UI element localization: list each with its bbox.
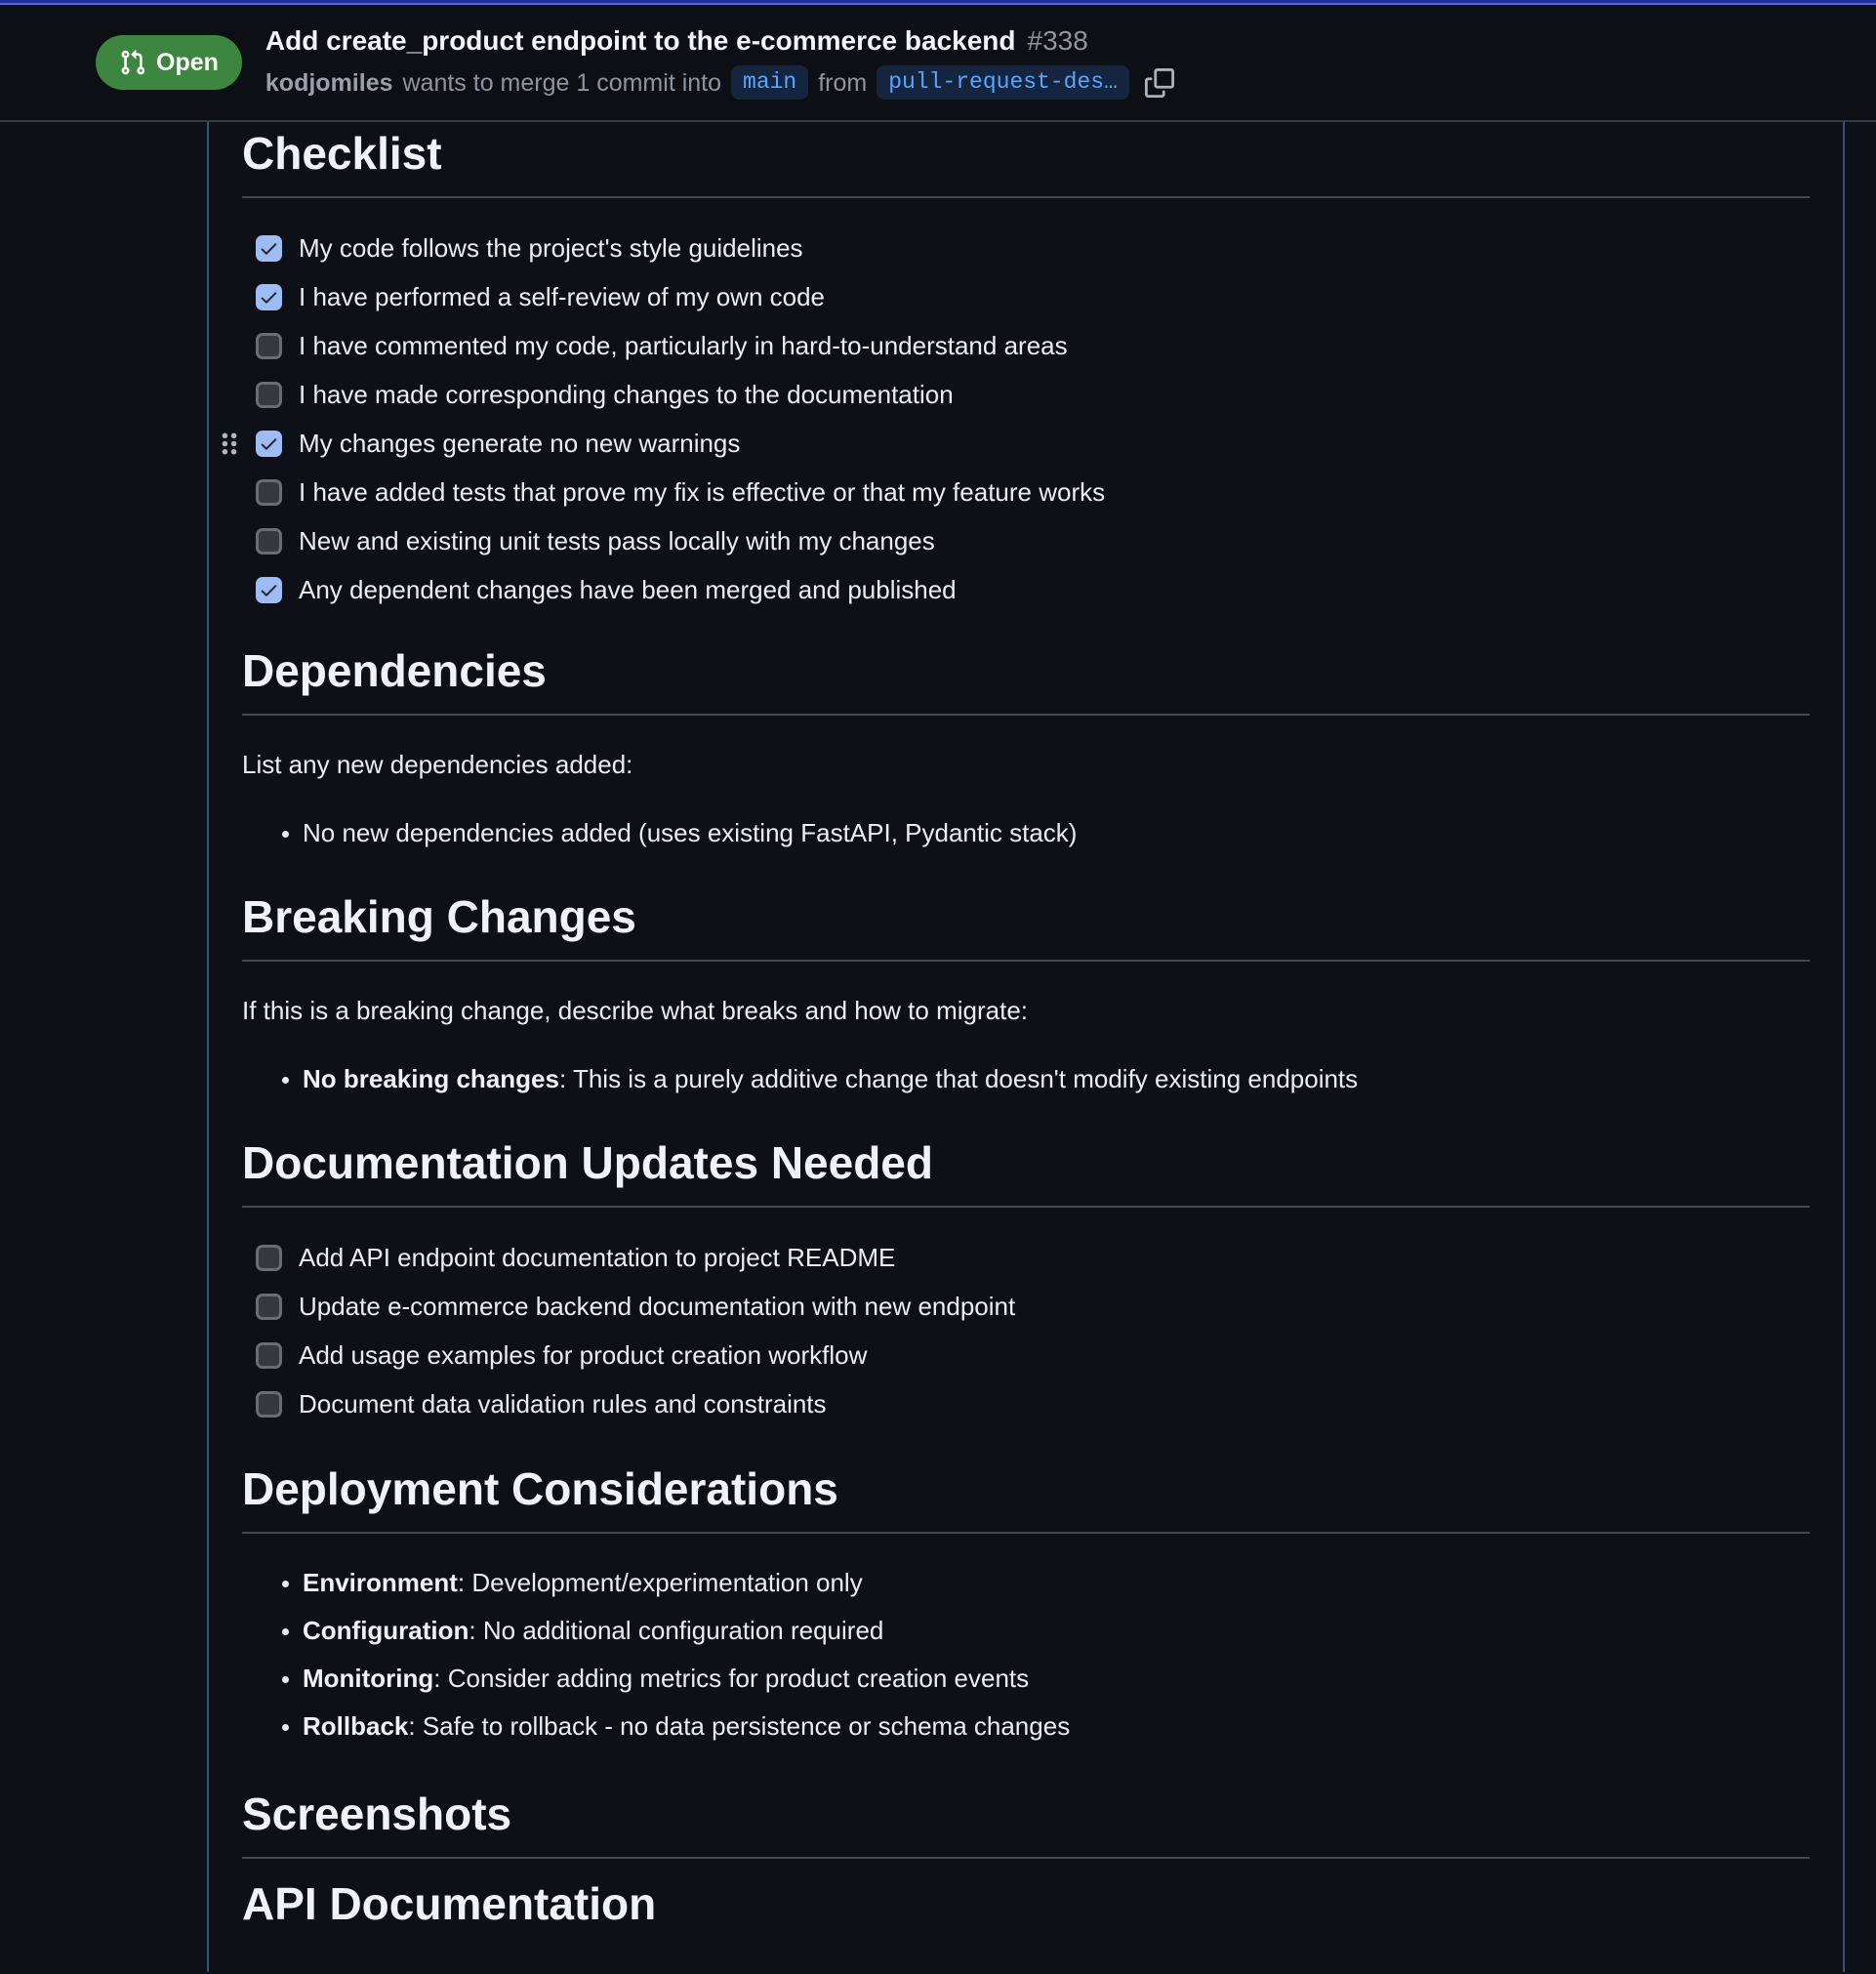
task-checkbox[interactable] [256,1245,282,1271]
grabber-icon [219,431,240,457]
task-checkbox[interactable] [256,1391,282,1418]
pr-title-line [265,25,1174,57]
task-checkbox[interactable] [256,235,282,262]
pr-header-text [265,25,1174,101]
check-icon [259,433,279,454]
task-checkbox[interactable] [256,577,282,603]
task-label: Add API endpoint documentation to project README [299,1242,896,1272]
section-heading-screenshots: Screenshots [242,1785,1810,1859]
list-item [303,1563,1810,1602]
task-checkbox[interactable] [256,479,282,506]
copy-icon [1145,68,1174,98]
task-checkbox[interactable] [256,1294,282,1320]
task-item [256,1290,1810,1323]
task-item [256,280,1810,313]
bullet-lead: No breaking changes [303,1064,559,1093]
section-heading-breaking-changes: Breaking Changes [242,887,1810,962]
task-item [256,1387,1810,1420]
task-item [256,1338,1810,1372]
section-heading-deployment: Deployment Considerations [242,1460,1810,1534]
task-label: Add usage examples for product creation workflow [299,1339,868,1370]
task-item [256,427,1810,460]
task-label: Document data validation rules and constraints [299,1388,827,1419]
task-checkbox[interactable] [256,284,282,310]
documentation-task-list [242,1241,1810,1420]
list-item [303,1611,1810,1650]
check-icon [259,580,279,600]
pr-number: #338 [1027,24,1088,56]
task-label: Any dependent changes have been merged and published [299,574,957,604]
task-label: I have performed a self-review of my own code [299,281,826,311]
task-label: I have added tests that prove my fix is effective or that my feature works [299,476,1106,507]
task-item [256,573,1810,606]
task-item [256,231,1810,265]
bullet-text: No new dependencies added (uses existing FastAPI, Pydantic stack) [303,818,1078,847]
bullet-text: : No additional configuration required [469,1616,884,1645]
task-label: New and existing unit tests pass locally with my changes [299,525,935,555]
task-label: I have commented my code, particularly in hard-to-understand areas [299,330,1068,360]
task-checkbox[interactable] [256,431,282,457]
bullet-text: : This is a purely additive change that doesn't modify existing endpoints [558,1064,1359,1093]
task-item [256,524,1810,557]
task-item [256,378,1810,411]
task-label: Update e-commerce backend documentation with new endpoint [299,1291,1016,1321]
deployment-list [242,1563,1810,1746]
dependencies-list [242,813,1810,852]
bullet-text: : Safe to rollback - no data persistence or schema changes [408,1711,1071,1741]
copy-branch-button[interactable] [1145,68,1174,98]
task-item [256,329,1810,362]
git-pull-request-icon [119,49,146,76]
task-checkbox[interactable] [256,382,282,408]
task-label: My changes generate no new warnings [299,428,741,458]
head-branch-label[interactable]: pull-request-des… [877,65,1129,101]
breaking-changes-list [242,1059,1810,1098]
section-heading-checklist: Checklist [242,124,1810,198]
task-label: I have made corresponding changes to the documentation [299,379,954,409]
breaking-changes-intro: If this is a breaking change, describe what breaks and how to migrate: [242,996,1028,1025]
checklist-task-list [242,231,1810,606]
bullet-lead: Environment [303,1568,458,1597]
list-item [303,813,1810,852]
pr-title: Add create_product endpoint to the e-commerce backend [265,24,1016,56]
check-icon [259,238,279,259]
task-checkbox[interactable] [256,528,282,555]
check-icon [259,287,279,308]
list-item [303,1707,1810,1746]
dependencies-intro: List any new dependencies added: [242,750,633,779]
list-item [303,1059,1810,1098]
bullet-text: : Development/experimentation only [457,1568,863,1597]
merge-text-between: from [818,68,868,97]
pr-state-label: Open [156,48,219,76]
drag-handle[interactable] [219,431,240,457]
base-branch-label[interactable]: main [731,65,808,101]
pr-description-body [207,122,1845,1972]
section-heading-documentation-updates: Documentation Updates Needed [242,1133,1810,1208]
pr-author[interactable]: kodjomiles [265,68,393,97]
task-item [256,475,1810,509]
bullet-lead: Monitoring [303,1664,434,1693]
task-checkbox[interactable] [256,1342,282,1369]
list-item [303,1659,1810,1698]
merge-text-before: wants to merge 1 commit into [402,68,722,97]
task-label: My code follows the project's style guidelines [299,232,803,263]
pr-merge-summary [265,65,1174,101]
section-heading-api-documentation-partial: API Documentation [242,1878,657,1929]
bullet-text: : Consider adding metrics for product creation events [433,1664,1030,1693]
pr-state-badge [96,35,242,90]
bullet-lead: Rollback [303,1711,409,1741]
pr-sticky-header [0,5,1876,122]
task-item [256,1241,1810,1274]
section-heading-dependencies: Dependencies [242,641,1810,716]
task-checkbox[interactable] [256,333,282,359]
bullet-lead: Configuration [303,1616,469,1645]
